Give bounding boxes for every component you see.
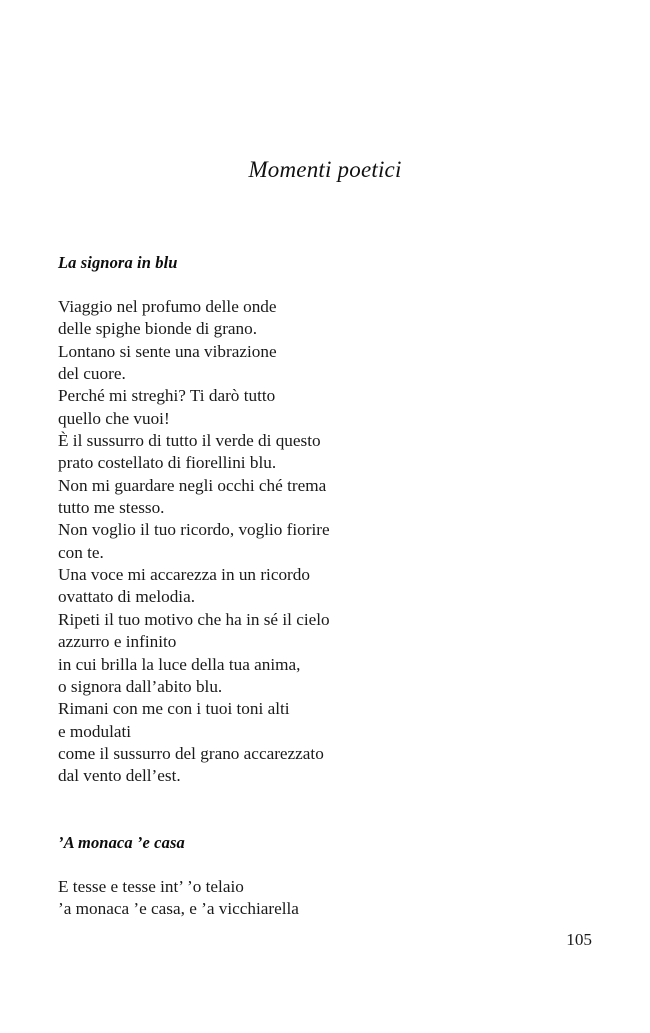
verse-line: ovattato di melodia. [58, 587, 195, 607]
verse-line: Non voglio il tuo ricordo, voglio fiorire [58, 520, 330, 540]
poem-block [58, 252, 478, 788]
verse-line: come il sussurro del grano accarezzato [58, 743, 324, 763]
poem-title: La signora in blu [58, 253, 178, 272]
verse-line: in cui brilla la luce della tua anima, [58, 654, 301, 674]
verse-line: È il sussurro di tutto il verde di questo [58, 431, 321, 451]
verse-line: Rimani con me con i tuoi toni alti [58, 699, 290, 719]
verse-line: delle spighe bionde di grano. [58, 319, 258, 339]
verse-line: prato costellato di fiorellini blu. [58, 453, 277, 473]
verse-line: o signora dall’abito blu. [58, 676, 223, 696]
poem-body [58, 876, 478, 921]
page-title: Momenti poetici [248, 157, 402, 182]
verse-line: Perché mi streghi? Ti darò tutto [58, 386, 276, 406]
verse-line: Una voce mi accarezza in un ricordo [58, 565, 310, 585]
text-column [58, 252, 478, 920]
verse-line: ’a monaca ’e casa, e ’a vicchiarella [58, 898, 299, 918]
page-number: 105 [566, 930, 592, 949]
verse-line: Ripeti il tuo motivo che ha in sé il cielo [58, 609, 330, 629]
poem-body [58, 296, 478, 788]
verse-line: dal vento dell’est. [58, 766, 181, 786]
verse-line: tutto me stesso. [58, 498, 165, 518]
verse-line: E tesse e tesse int’ ’o telaio [58, 876, 244, 896]
poem-block [58, 832, 478, 921]
verse-line: Viaggio nel profumo delle onde [58, 297, 277, 316]
verse-line: azzurro e infinito [58, 632, 177, 652]
verse-line: quello che vuoi! [58, 408, 170, 428]
verse-line: Non mi guardare negli occhi ché trema [58, 475, 327, 495]
verse-line: del cuore. [58, 364, 126, 384]
poem-title: ’A monaca ’e casa [58, 832, 185, 852]
verse-line: con te. [58, 542, 104, 562]
verse-line: e modulati [58, 721, 132, 741]
verse-line: Lontano si sente una vibrazione [58, 341, 277, 361]
